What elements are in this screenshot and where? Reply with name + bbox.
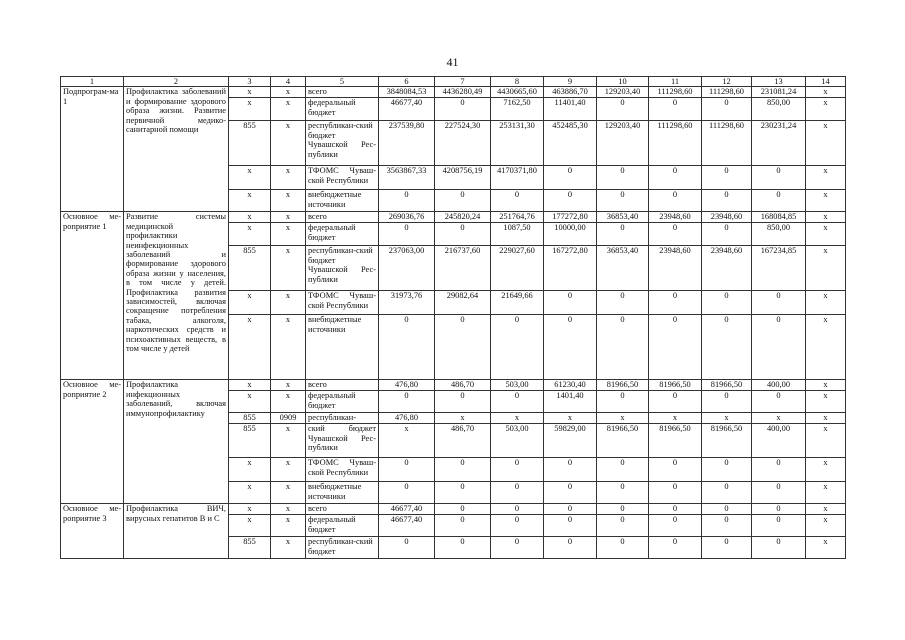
table-row [61, 212, 846, 223]
amount-cell: x [435, 413, 491, 424]
amount-cell: 7162,50 [491, 98, 544, 121]
admin-code-cell: x [229, 223, 271, 246]
section-code-cell: x [271, 504, 306, 515]
amount-cell: 0 [544, 504, 597, 515]
amount-cell: 0 [435, 504, 491, 515]
amount-cell: 0 [649, 391, 702, 413]
section-code-cell: x [271, 166, 306, 190]
amount-cell: 59829,00 [544, 424, 597, 458]
amount-cell: x [752, 413, 806, 424]
amount-cell: 0 [491, 515, 544, 537]
amount-cell: 269036,76 [379, 212, 435, 223]
column-number-cell: 8 [491, 77, 544, 87]
program-name-cell: Основное ме-роприятие 1 [61, 212, 124, 380]
amount-cell: 129203,40 [597, 87, 649, 98]
amount-cell: 0 [544, 482, 597, 504]
section-code-cell: x [271, 98, 306, 121]
section-code-cell: x [271, 515, 306, 537]
admin-code-cell: x [229, 515, 271, 537]
amount-cell: 177272,80 [544, 212, 597, 223]
admin-code-cell: x [229, 291, 271, 315]
program-description-cell: Развитие системы медицинской профилактики неинфекционных заболеваний и формирование здорового образа жизни у населения, в том числе у детей. Профилактика развития зависимостей, включая сокращение потребления табака, алкоголя, наркотических средств и психоактивных веществ, в том числе у детей [124, 212, 229, 380]
amount-cell: 245820,24 [435, 212, 491, 223]
program-description-cell: Профилактика заболеваний и формирование здорового образа жизни. Развитие первичной медико-санитарной помощи [124, 87, 229, 212]
column-number-cell: 9 [544, 77, 597, 87]
section-code-cell: x [271, 315, 306, 380]
amount-cell: 0 [752, 458, 806, 482]
amount-cell: 229027,60 [491, 246, 544, 291]
funding-source-cell: всего [306, 212, 379, 223]
amount-cell: 81966,50 [597, 424, 649, 458]
section-code-cell: x [271, 458, 306, 482]
funding-source-cell: республикан- [306, 413, 379, 424]
amount-cell: 36853,40 [597, 246, 649, 291]
funding-source-cell: республикан-ский бюджет Чувашской Рес-публики [306, 121, 379, 166]
amount-cell: x [806, 315, 846, 380]
amount-cell: 111298,60 [649, 87, 702, 98]
amount-cell: 0 [597, 504, 649, 515]
section-code-cell: x [271, 121, 306, 166]
funding-source-cell: ский бюджет Чувашской Рес-публики [306, 424, 379, 458]
amount-cell: 0 [435, 391, 491, 413]
amount-cell: 0 [702, 537, 752, 559]
column-number-cell: 5 [306, 77, 379, 87]
page-number: 41 [446, 55, 459, 69]
amount-cell: 0 [379, 537, 435, 559]
amount-cell: 0 [491, 458, 544, 482]
amount-cell: 23948,60 [649, 246, 702, 291]
amount-cell: 0 [597, 315, 649, 380]
amount-cell: x [806, 515, 846, 537]
amount-cell: 0 [544, 291, 597, 315]
amount-cell: 476,80 [379, 413, 435, 424]
amount-cell: 4430665,60 [491, 87, 544, 98]
amount-cell: x [379, 424, 435, 458]
admin-code-cell: x [229, 98, 271, 121]
admin-code-cell: x [229, 482, 271, 504]
amount-cell: 0 [702, 482, 752, 504]
amount-cell: 0 [702, 98, 752, 121]
admin-code-cell: x [229, 458, 271, 482]
amount-cell: 0 [491, 315, 544, 380]
column-number-cell: 3 [229, 77, 271, 87]
amount-cell: 0 [379, 458, 435, 482]
table-row [61, 380, 846, 391]
amount-cell: 81966,50 [702, 424, 752, 458]
amount-cell: x [806, 212, 846, 223]
amount-cell: 0 [752, 166, 806, 190]
amount-cell: 0 [379, 315, 435, 380]
amount-cell: 452485,30 [544, 121, 597, 166]
section-code-cell: x [271, 391, 306, 413]
amount-cell: 0 [649, 98, 702, 121]
amount-cell: 0 [544, 537, 597, 559]
table-body [61, 77, 846, 559]
amount-cell: 486,70 [435, 380, 491, 391]
column-number-cell: 14 [806, 77, 846, 87]
amount-cell: 111298,60 [649, 121, 702, 166]
amount-cell: 0 [597, 98, 649, 121]
amount-cell: x [806, 458, 846, 482]
amount-cell: 111298,60 [702, 87, 752, 98]
amount-cell: 46677,40 [379, 515, 435, 537]
amount-cell: 1087,50 [491, 223, 544, 246]
amount-cell: x [544, 413, 597, 424]
amount-cell: 0 [597, 291, 649, 315]
column-number-cell: 6 [379, 77, 435, 87]
amount-cell: 0 [435, 458, 491, 482]
amount-cell: 230231,24 [752, 121, 806, 166]
amount-cell: 11401,40 [544, 98, 597, 121]
admin-code-cell: 855 [229, 121, 271, 166]
amount-cell: 227524,30 [435, 121, 491, 166]
amount-cell: 0 [597, 537, 649, 559]
amount-cell: x [597, 413, 649, 424]
amount-cell: 0 [649, 190, 702, 212]
section-code-cell: x [271, 482, 306, 504]
program-name-cell: Основное ме-роприятие 2 [61, 380, 124, 504]
amount-cell: 0 [435, 190, 491, 212]
amount-cell: 0 [649, 291, 702, 315]
amount-cell: 463886,70 [544, 87, 597, 98]
amount-cell: 0 [491, 482, 544, 504]
amount-cell: x [491, 413, 544, 424]
amount-cell: 0 [435, 315, 491, 380]
amount-cell: 0 [597, 458, 649, 482]
amount-cell: 0 [702, 291, 752, 315]
amount-cell: x [806, 424, 846, 458]
amount-cell: 253131,30 [491, 121, 544, 166]
amount-cell: 0 [649, 315, 702, 380]
amount-cell: 503,00 [491, 424, 544, 458]
amount-cell: 1401,40 [544, 391, 597, 413]
admin-code-cell: 855 [229, 246, 271, 291]
amount-cell: 0 [435, 223, 491, 246]
amount-cell: x [806, 504, 846, 515]
funding-source-cell: ТФОМС Чуваш-ской Республики [306, 166, 379, 190]
amount-cell: 168084,85 [752, 212, 806, 223]
amount-cell: 31973,76 [379, 291, 435, 315]
amount-cell: 23948,60 [702, 246, 752, 291]
column-number-cell: 13 [752, 77, 806, 87]
funding-source-cell: всего [306, 380, 379, 391]
amount-cell: 0 [491, 190, 544, 212]
amount-cell: 0 [702, 515, 752, 537]
amount-cell: 0 [379, 190, 435, 212]
amount-cell: x [806, 291, 846, 315]
amount-cell: 167234,85 [752, 246, 806, 291]
admin-code-cell: 855 [229, 424, 271, 458]
amount-cell: 0 [379, 223, 435, 246]
program-name-cell: Подпрограм-ма 1 [61, 87, 124, 212]
amount-cell: 503,00 [491, 380, 544, 391]
funding-source-cell: внебюджетные источники [306, 315, 379, 380]
amount-cell: 0 [649, 166, 702, 190]
amount-cell: 4170371,80 [491, 166, 544, 190]
amount-cell: x [806, 246, 846, 291]
section-code-cell: x [271, 424, 306, 458]
amount-cell: x [806, 413, 846, 424]
admin-code-cell: x [229, 166, 271, 190]
funding-source-cell: ТФОМС Чуваш-ской Республики [306, 291, 379, 315]
amount-cell: 4208756,19 [435, 166, 491, 190]
amount-cell: 0 [752, 291, 806, 315]
amount-cell: 0 [435, 482, 491, 504]
amount-cell: x [649, 413, 702, 424]
amount-cell: 0 [435, 98, 491, 121]
column-number-cell: 12 [702, 77, 752, 87]
amount-cell: 0 [649, 482, 702, 504]
section-code-cell: x [271, 223, 306, 246]
amount-cell: 167272,80 [544, 246, 597, 291]
section-code-cell: x [271, 246, 306, 291]
table-row [61, 504, 846, 515]
amount-cell: 0 [752, 482, 806, 504]
section-code-cell: x [271, 212, 306, 223]
amount-cell: 10000,00 [544, 223, 597, 246]
column-number-cell: 2 [124, 77, 229, 87]
amount-cell: 0 [597, 391, 649, 413]
section-code-cell: 0909 [271, 413, 306, 424]
amount-cell: 81966,50 [702, 380, 752, 391]
amount-cell: 0 [702, 458, 752, 482]
admin-code-cell: x [229, 391, 271, 413]
amount-cell: 36853,40 [597, 212, 649, 223]
amount-cell: 0 [544, 166, 597, 190]
program-description-cell: Профилактика ВИЧ, вирусных гепатитов В и С [124, 504, 229, 559]
amount-cell: 0 [702, 190, 752, 212]
amount-cell: 251764,76 [491, 212, 544, 223]
amount-cell: 81966,50 [649, 424, 702, 458]
amount-cell: 850,00 [752, 223, 806, 246]
amount-cell: 0 [649, 515, 702, 537]
admin-code-cell: x [229, 87, 271, 98]
amount-cell: 0 [752, 504, 806, 515]
amount-cell: 0 [702, 391, 752, 413]
section-code-cell: x [271, 190, 306, 212]
amount-cell: 3563867,33 [379, 166, 435, 190]
amount-cell: 46677,40 [379, 98, 435, 121]
amount-cell: 400,00 [752, 424, 806, 458]
column-number-cell: 1 [61, 77, 124, 87]
section-code-cell: x [271, 291, 306, 315]
funding-source-cell: федеральный бюджет [306, 515, 379, 537]
section-code-cell: x [271, 537, 306, 559]
amount-cell: x [806, 380, 846, 391]
amount-cell: 0 [491, 391, 544, 413]
amount-cell: 3848084,53 [379, 87, 435, 98]
amount-cell: x [806, 98, 846, 121]
admin-code-cell: x [229, 212, 271, 223]
amount-cell: 61230,40 [544, 380, 597, 391]
amount-cell: 0 [702, 166, 752, 190]
amount-cell: 0 [752, 190, 806, 212]
amount-cell: 0 [597, 190, 649, 212]
amount-cell: 0 [597, 515, 649, 537]
funding-source-cell: ТФОМС Чуваш-ской Республики [306, 458, 379, 482]
amount-cell: 0 [649, 537, 702, 559]
amount-cell: 0 [752, 537, 806, 559]
amount-cell: x [806, 87, 846, 98]
amount-cell: 111298,60 [702, 121, 752, 166]
admin-code-cell: 855 [229, 413, 271, 424]
funding-source-cell: федеральный бюджет [306, 223, 379, 246]
amount-cell: 4436280,49 [435, 87, 491, 98]
amount-cell: 0 [544, 458, 597, 482]
amount-cell: 0 [752, 391, 806, 413]
section-code-cell: x [271, 87, 306, 98]
amount-cell: x [806, 166, 846, 190]
amount-cell: 0 [752, 515, 806, 537]
column-number-cell: 11 [649, 77, 702, 87]
amount-cell: 0 [491, 504, 544, 515]
amount-cell: x [806, 121, 846, 166]
amount-cell: x [702, 413, 752, 424]
amount-cell: 0 [435, 515, 491, 537]
funding-source-cell: всего [306, 504, 379, 515]
funding-source-cell: внебюджетные источники [306, 190, 379, 212]
amount-cell: 0 [649, 458, 702, 482]
amount-cell: 0 [544, 190, 597, 212]
amount-cell: x [806, 190, 846, 212]
column-number-cell: 7 [435, 77, 491, 87]
amount-cell: 486,70 [435, 424, 491, 458]
table-row [61, 87, 846, 98]
amount-cell: 81966,50 [597, 380, 649, 391]
amount-cell: 129203,40 [597, 121, 649, 166]
amount-cell: 21649,66 [491, 291, 544, 315]
admin-code-cell: x [229, 315, 271, 380]
amount-cell: 0 [379, 391, 435, 413]
amount-cell: 0 [597, 482, 649, 504]
amount-cell: 476,80 [379, 380, 435, 391]
amount-cell: 0 [435, 537, 491, 559]
amount-cell: 0 [597, 223, 649, 246]
amount-cell: 0 [702, 504, 752, 515]
amount-cell: 23948,60 [702, 212, 752, 223]
amount-cell: 0 [702, 315, 752, 380]
amount-cell: 0 [544, 515, 597, 537]
amount-cell: 0 [379, 482, 435, 504]
amount-cell: x [806, 223, 846, 246]
amount-cell: 81966,50 [649, 380, 702, 391]
amount-cell: 400,00 [752, 380, 806, 391]
funding-source-cell: республикан-ский бюджет [306, 537, 379, 559]
admin-code-cell: 855 [229, 537, 271, 559]
column-number-cell: 10 [597, 77, 649, 87]
amount-cell: 0 [544, 315, 597, 380]
amount-cell: 231081,24 [752, 87, 806, 98]
funding-source-cell: всего [306, 87, 379, 98]
column-number-cell: 4 [271, 77, 306, 87]
amount-cell: 0 [491, 537, 544, 559]
amount-cell: x [806, 482, 846, 504]
amount-cell: 850,00 [752, 98, 806, 121]
amount-cell: 0 [702, 223, 752, 246]
amount-cell: 0 [649, 504, 702, 515]
amount-cell: 23948,60 [649, 212, 702, 223]
funding-source-cell: федеральный бюджет [306, 391, 379, 413]
amount-cell: 237539,80 [379, 121, 435, 166]
program-name-cell: Основное ме-роприятие 3 [61, 504, 124, 559]
admin-code-cell: x [229, 380, 271, 391]
program-description-cell: Профилактика инфекционных заболеваний, включая иммунопрофилактику [124, 380, 229, 504]
funding-source-cell: республикан-ский бюджет Чувашской Рес-публики [306, 246, 379, 291]
amount-cell: 29082,64 [435, 291, 491, 315]
admin-code-cell: x [229, 190, 271, 212]
amount-cell: 237063,00 [379, 246, 435, 291]
amount-cell: 46677,40 [379, 504, 435, 515]
admin-code-cell: x [229, 504, 271, 515]
column-number-row [61, 77, 846, 87]
amount-cell: x [806, 391, 846, 413]
funding-source-cell: федеральный бюджет [306, 98, 379, 121]
section-code-cell: x [271, 380, 306, 391]
amount-cell: 0 [752, 315, 806, 380]
budget-table [60, 76, 846, 559]
funding-source-cell: внебюджетные источники [306, 482, 379, 504]
amount-cell: 0 [649, 223, 702, 246]
amount-cell: x [806, 537, 846, 559]
amount-cell: 0 [597, 166, 649, 190]
amount-cell: 216737,60 [435, 246, 491, 291]
